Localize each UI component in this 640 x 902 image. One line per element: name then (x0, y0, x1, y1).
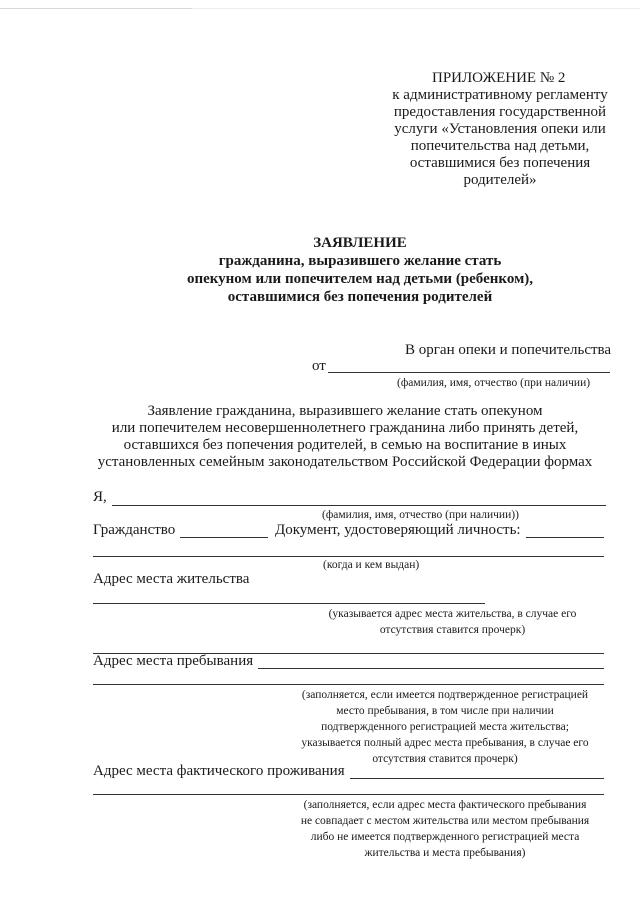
residence-label: Адрес места жительства (93, 571, 250, 587)
actual-address-field-continued[interactable] (93, 794, 604, 795)
intro-line: оставшихся без попечения родителей, в семью на воспитание в иных (123, 437, 567, 453)
from-label: от (312, 358, 326, 374)
actual-address-hint: не совпадает с местом жительства или местом пребывания (300, 815, 590, 827)
stay-field[interactable] (258, 668, 604, 669)
scan-top-edge (0, 8, 640, 9)
appendix-line: к административному регламенту (392, 87, 608, 103)
i-label: Я, (93, 489, 107, 505)
actual-address-hint: либо не имеется подтвержденного регистрацией места (310, 831, 580, 843)
stay-hint: отсутствия ставится прочерк) (372, 753, 518, 765)
actual-address-field[interactable] (350, 778, 604, 779)
full-name-hint: (фамилия, имя, отчество (при наличии)) (322, 509, 519, 521)
intro-line: или попечителем несовершеннолетнего гражданина либо принять детей, (111, 420, 579, 436)
actual-address-hint: жительства и места пребывания) (364, 847, 526, 859)
appendix-line: родителей» (463, 172, 537, 188)
appendix-line: услуги «Установления опеки или (394, 121, 606, 137)
actual-address-hint: (заполняется, если адрес места фактического пребывания (303, 799, 587, 811)
citizenship-label: Гражданство (93, 522, 176, 538)
residence-field[interactable] (93, 603, 485, 604)
heading-line: гражданина, выразившего желание стать (218, 253, 502, 269)
full-name-field[interactable] (112, 505, 606, 506)
stay-field-continued[interactable] (93, 684, 604, 685)
document-label: Документ, удостоверяющий личность: (275, 522, 521, 538)
residence-hint: (указывается адрес места жительства, в случае его (328, 608, 577, 620)
stay-hint: (заполняется, если имеется подтвержденное регистрацией (301, 689, 589, 701)
intro-line: установленных семейным законодательством Российской Федерации формах (97, 454, 593, 470)
appendix-line: попечительства над детьми, (410, 138, 590, 154)
document-field[interactable] (526, 537, 604, 538)
stay-hint: указывается полный адрес места пребывания, в случае его (301, 737, 589, 749)
actual-address-label: Адрес места фактического проживания (93, 763, 345, 779)
intro-line: Заявление гражданина, выразившего желание стать опекуном (147, 403, 543, 419)
stay-label: Адрес места пребывания (93, 653, 254, 669)
stay-hint: подтвержденного регистрацией места жительства; (321, 721, 569, 733)
citizenship-field[interactable] (180, 537, 268, 538)
stay-hint: место пребывания, в том числе при наличии (336, 705, 554, 717)
heading-line: оставшимися без попечения родителей (227, 289, 493, 305)
appendix-line: предоставления государственной (393, 104, 607, 120)
document-hint: (когда и кем выдан) (323, 559, 420, 571)
from-field[interactable] (328, 372, 610, 373)
addressee-to: В орган опеки и попечительства (405, 342, 612, 358)
appendix-title: ПРИЛОЖЕНИЕ № 2 (432, 70, 566, 86)
from-hint: (фамилия, имя, отчество (при наличии) (397, 377, 591, 389)
appendix-line: оставшимися без попечения (409, 155, 591, 171)
document-title: ЗАЯВЛЕНИЕ (313, 235, 407, 251)
residence-hint: отсутствия ставится прочерк) (379, 624, 526, 636)
heading-line: опекуном или попечителем над детьми (ребенком), (186, 271, 534, 287)
